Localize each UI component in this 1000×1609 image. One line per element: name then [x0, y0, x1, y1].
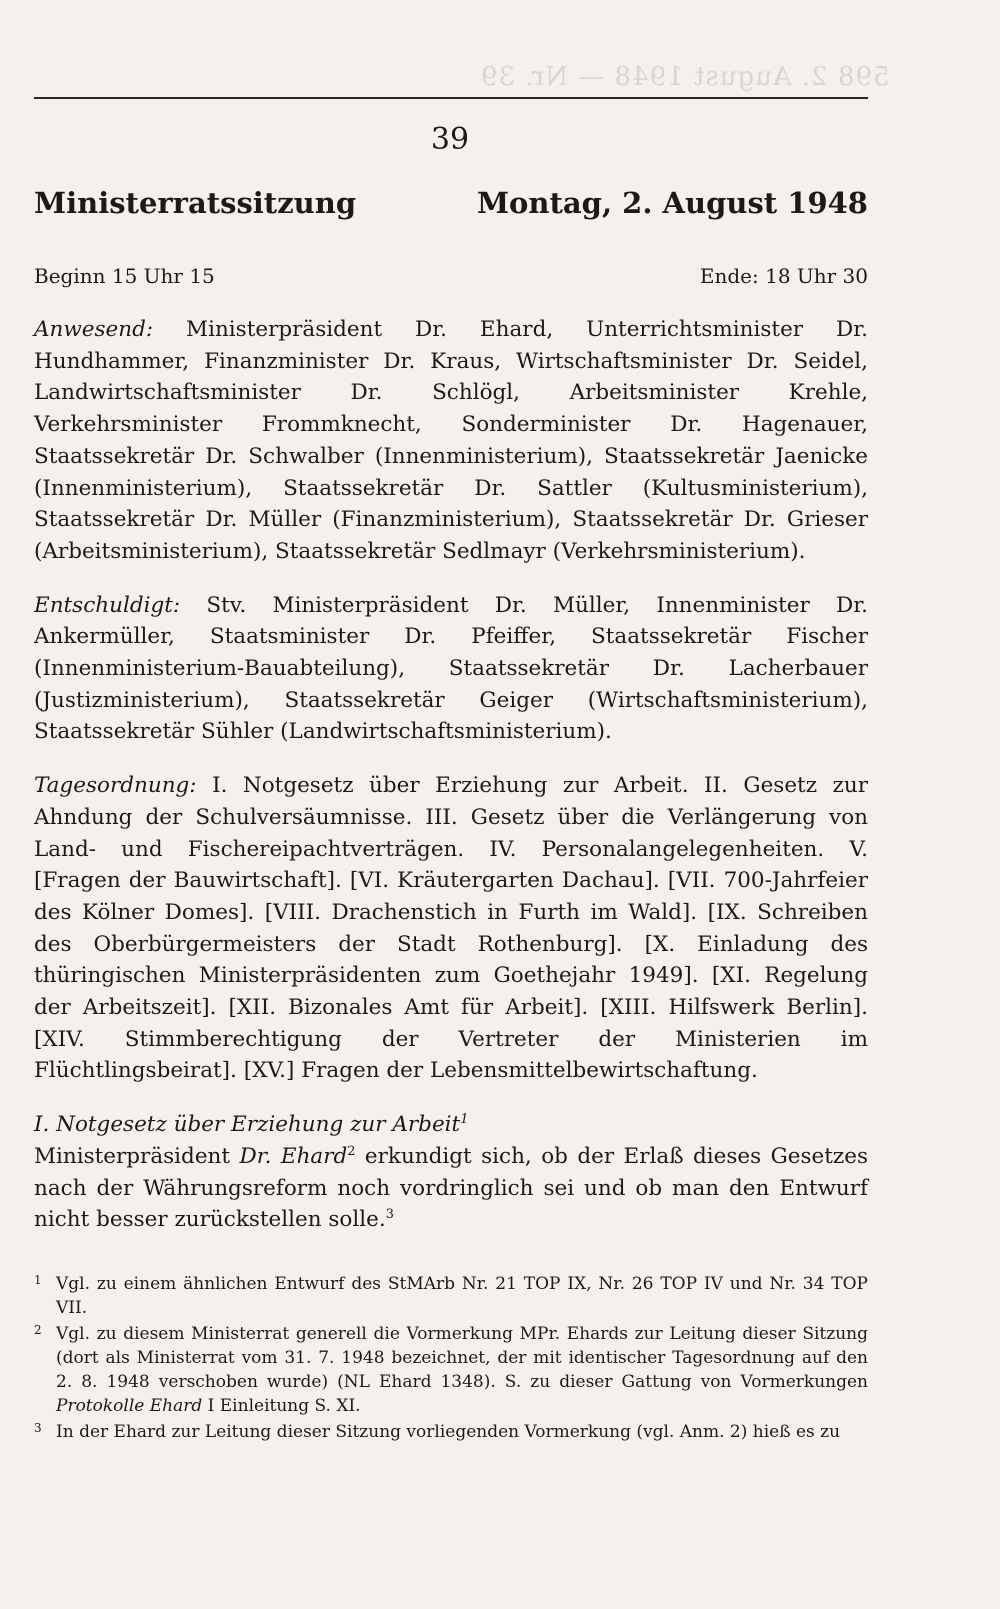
section-paragraph [34, 1141, 868, 1236]
footnote-text: Vgl. zu einem ähnlichen Entwurf des StMArb Nr. 21 TOP IX, Nr. 26 TOP IV und Nr. 34 TOP VII. [56, 1274, 868, 1318]
footnote-ref: 3 [385, 1207, 394, 1223]
footnote [34, 1272, 868, 1320]
page-number: 39 [430, 122, 470, 157]
footnote-number: 1 [34, 1273, 42, 1287]
section-text-b: erkundigt sich, ob der Erlaß dieses Gesetzes nach der Währungsreform noch vordringlich sei und ob man den Entwurf nicht besser zurückstellen solle. [34, 1143, 868, 1233]
agenda-paragraph [34, 770, 868, 1087]
footnote [34, 1322, 868, 1418]
speaker-name: Dr. Ehard [239, 1143, 348, 1169]
footnote-text: Vgl. zu diesem Ministerrat generell die Vormerkung MPr. Ehards zur Leitung dieser Sitzung (dort als Ministerrat vom 31. 7. 1948 bezeichnet, der mit identischer Tagesordnung auf den 2. 8. 1948 verschoben wurde) (NL Ehard 1348). S. zu dieser Gattung von Vormerkungen [56, 1324, 868, 1392]
section-heading-text: I. Notgesetz über Erziehung zur Arbeit [34, 1112, 461, 1138]
footnote-number: 2 [34, 1323, 42, 1337]
footnote-ref: 1 [460, 1112, 469, 1128]
excused-text: Stv. Ministerpräsident Dr. Müller, Innenminister Dr. Ankermüller, Staatsminister Dr. Pfeiffer, Staatssekretär Fischer (Innenministerium-Bauabteilung), Staatssekretär Dr. Lacherbauer (Justizministerium), Staatssekretär Geiger (Wirtschaftsministerium), Staatssekretär Sühler (Landwirtschaftsministerium). [34, 592, 868, 745]
footnote-ref: 2 [347, 1143, 356, 1159]
end-time: Ende: 18 Uhr 30 [699, 264, 868, 288]
document-body [34, 314, 868, 1236]
excused-paragraph [34, 590, 868, 749]
header-rule [34, 97, 868, 99]
footnote [34, 1420, 868, 1444]
footnote-number: 3 [34, 1421, 42, 1435]
excused-label: Entschuldigt: [34, 592, 181, 618]
page-title: Ministerratssitzung [34, 186, 357, 220]
footnote-text-tail: I Einleitung S. XI. [202, 1396, 361, 1416]
section-heading [34, 1109, 868, 1141]
agenda-label: Tagesordnung: [34, 773, 197, 799]
attendees-label: Anwesend: [34, 317, 154, 342]
attendees-paragraph [34, 314, 868, 568]
bleed-through-text: 598 2. August 1948 — Nr. 39 [480, 62, 890, 92]
footnote-italic-text: Protokolle Ehard [56, 1396, 203, 1416]
footnote-text: In der Ehard zur Leitung dieser Sitzung vorliegenden Vormerkung (vgl. Anm. 2) hieß es zu [56, 1422, 841, 1442]
agenda-text: I. Notgesetz über Erziehung zur Arbeit. II. Gesetz zur Ahndung der Schulversäumnisse. III. Gesetz über die Verlängerung von Land- und Fischereipachtverträgen. IV. Personalangelegenheiten. V. [Fragen der Bauwirtschaft]. [VI. Kräutergarten Dachau]. [VII. 700-Jahrfeier des Kölner Domes]. [VIII. Drachenstich in Furth im Wald]. [IX. Schreiben des Oberbürgermeisters der Stadt Rothenburg]. [X. Einladung des thüringischen Ministerpräsidenten zum Goethejahr 1949]. [XI. Regelung der Arbeitszeit]. [XII. Bizonales Amt für Arbeit]. [XIII. Hilfswerk Berlin]. [XIV. Stimmberechtigung der Vertreter der Ministerien im Flüchtlingsbeirat]. [XV.] Fragen der Lebensmittelbewirtschaftung. [34, 773, 868, 1084]
section-text-a: Ministerpräsident [34, 1143, 240, 1169]
start-time: Beginn 15 Uhr 15 [34, 264, 215, 288]
meeting-date: Montag, 2. August 1948 [476, 186, 868, 220]
attendees-text: Ministerpräsident Dr. Ehard, Unterrichtsminister Dr. Hundhammer, Finanzminister Dr. Kraus, Wirtschaftsminister Dr. Seidel, Landwirtschaftsminister Dr. Schlögl, Arbeitsminister Krehle, Verkehrsminister Frommknecht, Sonderminister Dr. Hagenauer, Staatssekretär Dr. Schwalber (Innenministerium), Staatssekretär Jaenicke (Innenministerium), Staatssekretär Dr. Sattler (Kultusministerium), Staatssekretär Dr. Müller (Finanzministerium), Staatssekretär Dr. Grieser (Arbeitsministerium), Staatssekretär Sedlmayr (Verkehrsministerium). [34, 317, 868, 564]
footnotes [34, 1272, 868, 1446]
